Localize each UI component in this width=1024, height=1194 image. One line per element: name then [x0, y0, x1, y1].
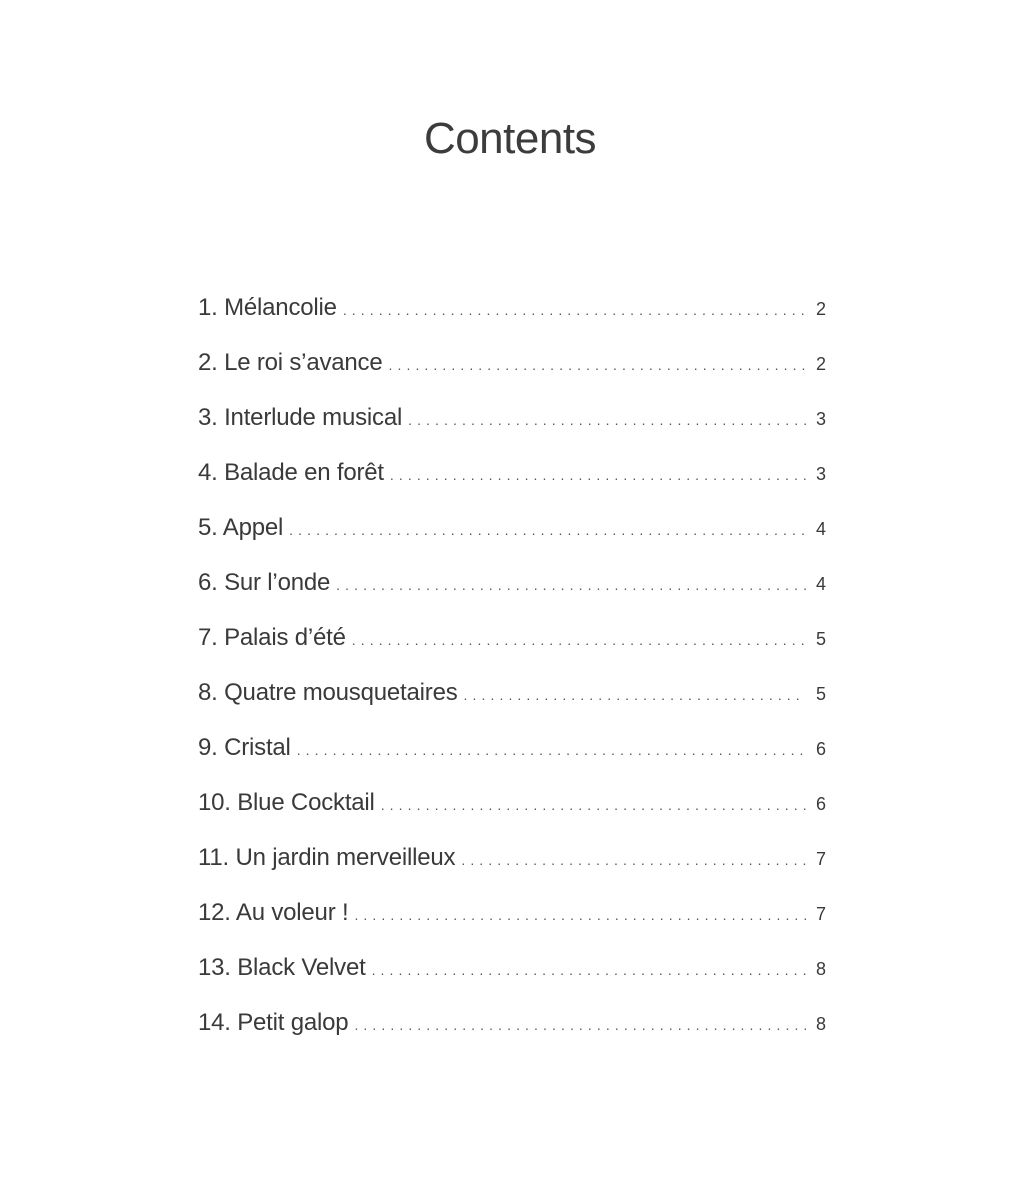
entry-page-number: 8	[816, 1014, 827, 1034]
toc-entry[interactable]	[198, 624, 826, 679]
entry-title: 3. Interlude musical	[198, 404, 403, 431]
dot-leader	[336, 577, 806, 593]
entry-title: 1. Mélancolie	[198, 294, 337, 321]
toc-entry[interactable]	[198, 294, 826, 349]
dot-leader	[464, 687, 806, 703]
entry-page-number: 5	[816, 629, 827, 649]
entry-title: 12. Au voleur !	[198, 899, 349, 926]
entry-title: 6. Sur l’onde	[198, 569, 331, 596]
entry-title: 7. Palais d’été	[198, 624, 346, 651]
toc-entry[interactable]	[198, 679, 826, 734]
entry-title: 9. Cristal	[198, 734, 291, 761]
table-of-contents	[198, 294, 826, 1064]
toc-entry[interactable]	[198, 514, 826, 569]
toc-entry[interactable]	[198, 349, 826, 404]
entry-title: 13. Black Velvet	[198, 954, 366, 981]
dot-leader	[389, 357, 806, 373]
entry-page-number: 3	[816, 464, 827, 484]
toc-entry[interactable]	[198, 734, 826, 789]
entry-page-number: 6	[816, 739, 827, 759]
toc-entry[interactable]	[198, 899, 826, 954]
entry-page-number: 5	[816, 684, 827, 704]
dot-leader	[390, 467, 806, 483]
dot-leader	[372, 962, 806, 978]
entry-title: 14. Petit galop	[198, 1009, 349, 1036]
entry-title: 10. Blue Cocktail	[198, 789, 375, 816]
entry-page-number: 7	[816, 849, 827, 869]
entry-page-number: 2	[816, 354, 827, 374]
entry-page-number: 4	[816, 574, 827, 594]
dot-leader	[381, 797, 806, 813]
entry-title: 4. Balade en forêt	[198, 459, 384, 486]
toc-entry[interactable]	[198, 569, 826, 624]
entry-page-number: 6	[816, 794, 827, 814]
entry-page-number: 2	[816, 299, 827, 319]
entry-title: 8. Quatre mousquetaires	[198, 679, 458, 706]
entry-page-number: 3	[816, 409, 827, 429]
entry-page-number: 7	[816, 904, 827, 924]
toc-entry[interactable]	[198, 789, 826, 844]
entry-title: 11. Un jardin merveilleux	[198, 844, 456, 871]
entry-page-number: 4	[816, 519, 827, 539]
entry-page-number: 8	[816, 959, 827, 979]
dot-leader	[297, 742, 806, 758]
toc-entry[interactable]	[198, 844, 826, 899]
toc-entry[interactable]	[198, 1009, 826, 1064]
dot-leader	[343, 302, 806, 318]
toc-entry[interactable]	[198, 459, 826, 514]
dot-leader	[354, 907, 806, 923]
toc-entry[interactable]	[198, 954, 826, 1009]
dot-leader	[461, 852, 806, 868]
dot-leader	[354, 1017, 806, 1033]
dot-leader	[352, 632, 806, 648]
entry-title: 5. Appel	[198, 514, 284, 541]
page-title: Contents	[423, 114, 597, 163]
toc-entry[interactable]	[198, 404, 826, 459]
dot-leader	[289, 522, 806, 538]
dot-leader	[408, 412, 806, 428]
entry-title: 2. Le roi s’avance	[198, 349, 383, 376]
